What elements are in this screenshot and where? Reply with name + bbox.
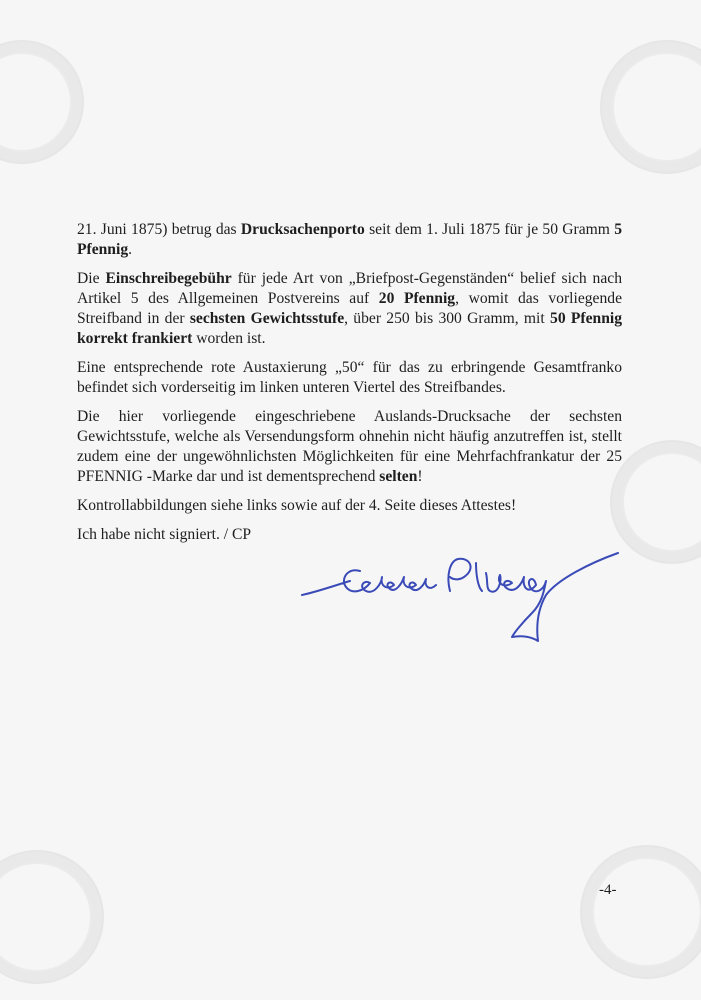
text-run: , über 250 bis 300 Gramm, mit	[344, 310, 551, 327]
text-run: Ich habe nicht signiert. / CP	[77, 526, 252, 543]
text-run: , womit das vorliegende Streifband in der	[77, 290, 622, 327]
emphasis-text: selten	[379, 468, 418, 485]
paragraph	[77, 407, 622, 487]
emphasis-text: Drucksachenporto	[240, 221, 365, 238]
handwritten-signature	[300, 525, 620, 655]
emphasis-text: 50 Pfennig korrekt frankiert	[77, 310, 623, 347]
text-run: worden ist.	[192, 330, 266, 347]
emphasis-text: sechsten Gewichtsstufe	[189, 310, 345, 327]
paragraph	[77, 269, 622, 349]
embossed-seal-bottom-right	[580, 845, 701, 979]
text-run: für jede Art von „Briefpost-Gegenständen“ belief sich nach Artikel 5 des Allgemeinen Postvereins auf	[77, 270, 622, 307]
embossed-seal-top-left	[0, 40, 84, 164]
text-run: Die	[77, 270, 106, 287]
text-run: Eine entsprechende rote Austaxierung „50“ für das zu erbringende Gesamtfranko befindet sich vorderseitig im linken unteren Viertel des Streifbandes.	[77, 359, 622, 396]
text-run: Die hier vorliegende eingeschriebene Auslands-Drucksache der sechsten Gewichtsstufe, welche als Versendungsform ohnehin nicht häufig anzutreffen ist, stellt zudem eine der ungewöhnlichsten Möglichkeiten für eine Mehrfachfrankatur der 25 PFENNIG -Marke dar und ist dementsprechend	[77, 408, 622, 485]
paragraph	[77, 496, 622, 516]
text-run: !	[417, 468, 423, 485]
text-run: 21. Juni 1875) betrug das	[77, 221, 241, 238]
embossed-seal-bottom-left	[0, 850, 104, 984]
paragraph	[77, 220, 622, 260]
embossed-seal-top-right	[600, 40, 701, 174]
paragraph	[77, 358, 622, 398]
text-run: Kontrollabbildungen siehe links sowie auf der 4. Seite dieses Attestes!	[77, 497, 517, 514]
emphasis-text: 20 Pfennig	[378, 290, 456, 307]
text-run: seit dem 1. Juli 1875 für je 50 Gramm	[364, 221, 615, 238]
text-run: .	[128, 241, 133, 258]
emphasis-text: Einschreibegebühr	[105, 270, 232, 287]
page-number: -4-	[599, 882, 617, 898]
emphasis-text: 5 Pfennig	[77, 221, 622, 258]
embossed-seal-mid-right	[610, 440, 701, 564]
attest-text	[77, 220, 622, 554]
